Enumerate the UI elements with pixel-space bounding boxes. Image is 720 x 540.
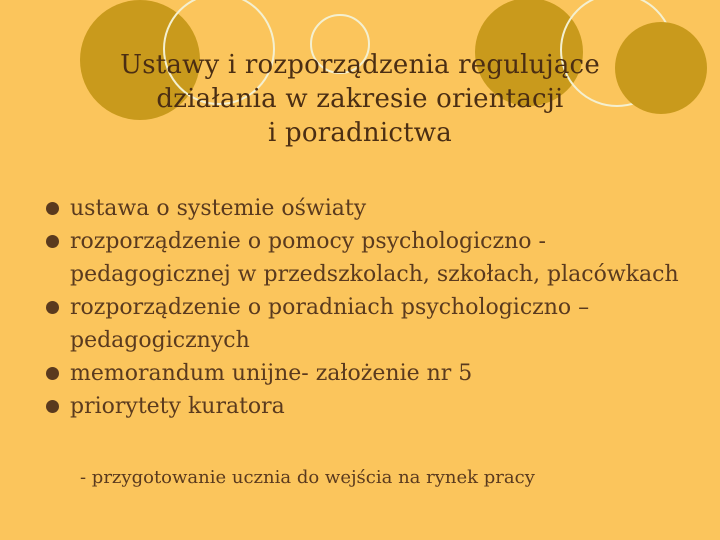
list-item <box>46 390 686 423</box>
list-item <box>46 291 686 357</box>
list-item-text: memorandum unijne- założenie nr 5 <box>70 361 473 386</box>
title-line: Ustawy i rozporządzenia regulujące <box>120 50 600 80</box>
list-item <box>46 192 686 225</box>
bullet-icon <box>46 367 59 380</box>
list-item-text: priorytety kuratora <box>70 394 285 419</box>
bullet-icon <box>46 235 59 248</box>
list-item <box>46 225 686 291</box>
bullet-icon <box>46 301 59 314</box>
slide-title <box>60 48 660 150</box>
list-item-text: rozporządzenie o poradniach psychologiczno – pedagogicznych <box>70 295 590 353</box>
bullet-icon <box>46 202 59 215</box>
bullet-list <box>46 192 686 423</box>
list-item <box>46 357 686 390</box>
list-item-text: rozporządzenie o pomocy psychologiczno - pedagogicznej w przedszkolach, szkołach, placówkach <box>70 229 679 287</box>
bullet-icon <box>46 400 59 413</box>
sub-item-text: - przygotowanie ucznia do wejścia na rynek pracy <box>80 467 535 488</box>
title-line: i poradnictwa <box>268 118 452 148</box>
list-item-text: ustawa o systemie oświaty <box>70 196 367 221</box>
title-line: działania w zakresie orientacji <box>156 84 564 114</box>
